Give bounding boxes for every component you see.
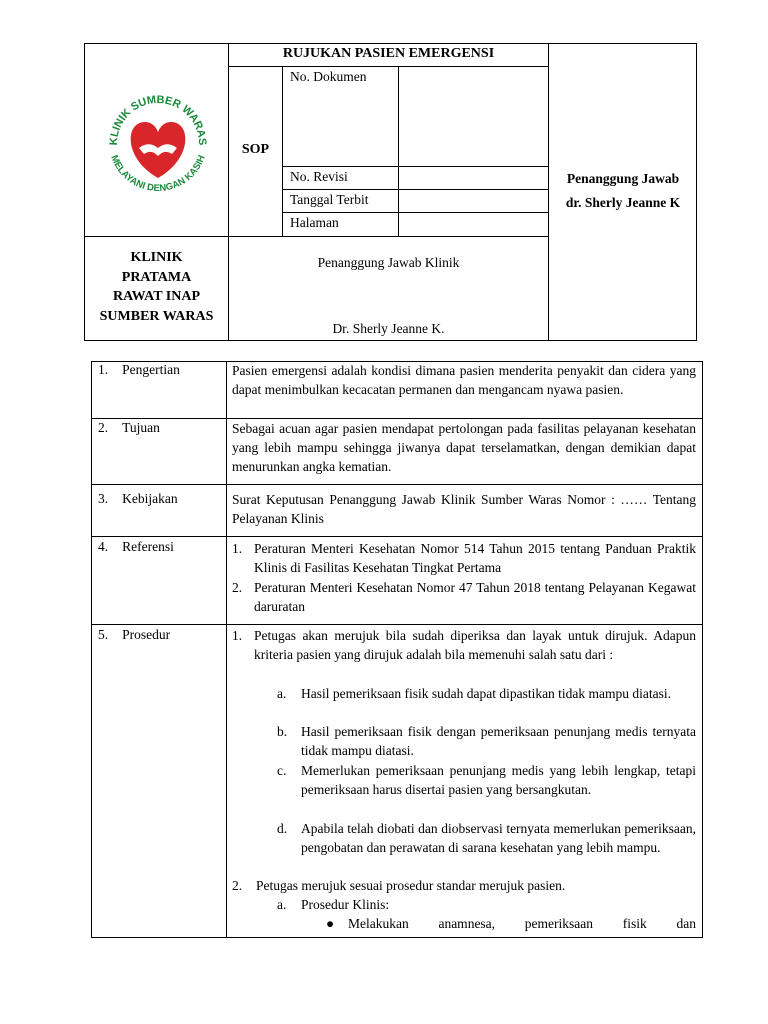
field-no-dokumen-label: No. Dokumen — [290, 69, 367, 84]
svg-text:MELAYANI DENGAN KASIH: MELAYANI DENGAN KASIH — [108, 153, 208, 192]
field-no-revisi-label: No. Revisi — [290, 169, 348, 184]
clinic-name: KLINIK PRATAMA RAWAT INAP SUMBER WARAS — [99, 250, 214, 324]
field-tanggal-terbit-label: Tanggal Terbit — [290, 192, 369, 207]
list-item: a. Hasil pemeriksaan fisik sudah dapat dipastikan tidak mampu diatasi. — [277, 686, 672, 701]
sop-label: SOP — [241, 142, 270, 157]
clinic-logo — [95, 92, 221, 192]
list-item: 1. Peraturan Menteri Kesehatan Nomor 514 Tahun 2015 tentang Panduan Praktik Klinis di Fasilitas Kesehatan Tingkat Pertama — [232, 541, 696, 575]
list-item: d. Apabila telah diobati dan diobservasi ternyata memerlukan pemeriksaan, pengobatan dan perawatan di sarana kesehatan yang lebih mampu. — [277, 821, 696, 855]
list-item: 2. Peraturan Menteri Kesehatan Nomor 47 Tahun 2018 tentang Pelayanan Kegawat daruratan — [232, 580, 696, 614]
section-text-pengertian: Pasien emergensi adalah kondisi dimana pasien menderita penyakit dan cidera yang dapat menimbulkan kecacatan permanen dan mengancam nyawa pasien. — [232, 363, 696, 397]
list-item: 1. Petugas akan merujuk bila sudah diperiksa dan layak untuk dirujuk. Adapun kriteria pasien yang dirujuk adalah bila memenuhi salah satu dari : — [232, 628, 696, 662]
section-label-tujuan: 2. Tujuan — [98, 420, 160, 435]
section-label-referensi: 4. Referensi — [98, 539, 174, 554]
list-item: 2. Petugas merujuk sesuai prosedur standar merujuk pasien. — [232, 878, 566, 893]
svg-text:KLINIK SUMBER WARAS: KLINIK SUMBER WARAS — [107, 93, 209, 146]
field-halaman-label: Halaman — [290, 215, 339, 230]
section-label-prosedur: 5. Prosedur — [98, 627, 171, 642]
section-label-pengertian: 1. Pengertian — [98, 362, 180, 377]
list-item: c. Memerlukan pemeriksaan penunjang medis yang lebih lengkap, tetapi pemeriksaan harus disertai pasien yang bersangkutan. — [277, 763, 696, 797]
list-item: b. Hasil pemeriksaan fisik dengan pemeriksaan penunjang medis ternyata tidak mampu diatasi. — [277, 724, 696, 758]
pj-label: Penanggung Jawab — [566, 171, 680, 186]
sign-name: Dr. Sherly Jeanne K. — [332, 321, 445, 336]
list-item: ● Melakukan anamnesa, pemeriksaan fisik dan — [326, 916, 696, 931]
list-item: a. Prosedur Klinis: — [277, 897, 390, 912]
bullet-icon: ● — [326, 916, 335, 931]
doc-title: RUJUKAN PASIEN EMERGENSI — [282, 46, 495, 61]
pj-name: dr. Sherly Jeanne K — [565, 195, 681, 210]
section-text-tujuan: Sebagai acuan agar pasien mendapat pertolongan pada fasilitas pelayanan kesehatan yang lebih mampu sehingga jiwanya dapat terselamatkan, dengan demikian dapat menurunkan angka kematian. — [232, 421, 696, 474]
sign-label: Penanggung Jawab Klinik — [317, 255, 460, 270]
section-label-kebijakan: 3. Kebijakan — [98, 491, 178, 506]
section-text-kebijakan: Surat Keputusan Penanggung Jawab Klinik Sumber Waras Nomor : …… Tentang Pelayanan Klinis — [232, 492, 696, 526]
